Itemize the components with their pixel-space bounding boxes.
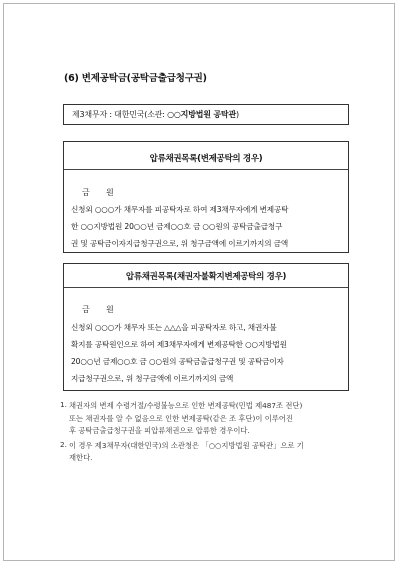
footnote-2 (60, 440, 360, 465)
seized-claims-list-unknown-creditor (63, 263, 349, 391)
box1-amount-geum: 금 (82, 188, 90, 197)
third-debtor-court: ○○지방법원 공탁관 (167, 110, 236, 119)
footnote-1-line-3: 후 공탁금출급청구권을 피압류채권으로 압류한 경우이다. (69, 426, 250, 435)
box2-line-3: 20○○년 금제○○호 금 ○○원의 공탁금출급청구권 및 공탁금이자 (71, 357, 284, 366)
third-debtor-text (72, 109, 239, 120)
section-title: (6) 변제공탁금(공탁금출급청구권) (64, 73, 207, 84)
box2-amount-geum: 금 (82, 305, 90, 314)
box1-line-3: 권 및 공탁금이자지급청구권으로, 위 청구금액에 이르기까지의 금액 (71, 239, 289, 248)
box2-title: 압류채권목록(채권자불확지변제공탁의 경우) (64, 270, 348, 288)
box1-amount-won: 원 (106, 188, 114, 197)
footnotes (60, 400, 360, 467)
box1-line-1: 신청외 ○○○가 채무자를 피공탁자로 하여 제3채무자에게 변제공탁 (71, 205, 289, 214)
third-debtor-suffix: ) (235, 110, 239, 119)
footnote-1-line-1: 채권자의 변제 수령거절/수령불능으로 인한 변제공탁(민법 제487조 전단) (69, 401, 303, 410)
box1-line-2: 한 ○○지방법원 20○○년 금제○○호 금 ○○원의 공탁금출급청구 (71, 222, 283, 231)
footnote-1 (60, 400, 360, 438)
box2-line-4: 지급청구권으로, 위 청구금액에 이르기까지의 금액 (71, 374, 234, 383)
footnote-1-line-2: 또는 채권자를 알 수 없음으로 인한 변제공탁(같은 조 후단)이 이루어진 (69, 413, 293, 423)
box2-line-1: 신청외 ○○○가 채무자 또는 △△△을 피공탁자로 하고, 채권자불 (71, 323, 277, 332)
seized-claims-list-deposit (63, 141, 349, 253)
box2-amount-won: 원 (106, 305, 114, 314)
footnote-2-line-1: 이 경우 제3채무자(대한민국)의 소관청은 「○○지방법원 공탁관」으로 기 (69, 440, 304, 450)
third-debtor-prefix: 제3채무자 : 대한민국(소관: (72, 110, 168, 119)
third-debtor-box (63, 104, 349, 125)
footnote-2-number: 2. (60, 439, 67, 449)
document-page (3, 3, 395, 561)
box2-line-2: 확지를 공탁원인으로 하여 제3채무자에게 변제공탁한 ○○지방법원 (71, 340, 287, 349)
footnote-1-number: 1. (60, 400, 67, 409)
footnote-2-line-2: 재한다. (69, 453, 93, 462)
box1-title: 압류채권목록(변제공탁의 경우) (64, 152, 348, 170)
